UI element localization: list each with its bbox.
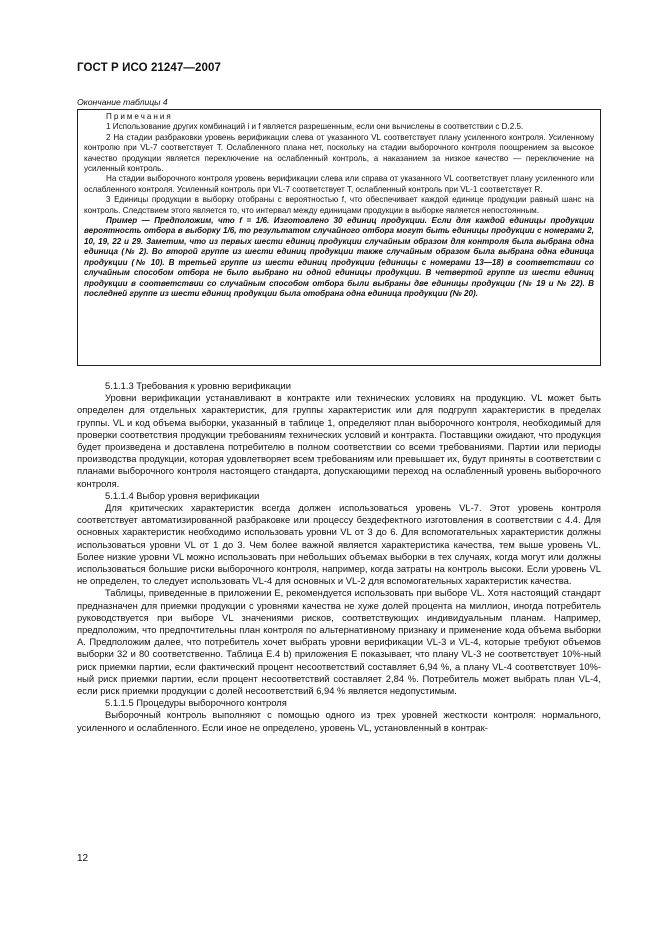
paragraph: Выборочный контроль выполняют с помощью одного из трех уровней жесткости контроля: нормального, усиленного и ослабленного. Если иное не определено, уровень VL, установленный в контрак- xyxy=(77,709,601,733)
section-heading: 5.1.1.5 Процедуры выборочного контроля xyxy=(105,697,287,709)
section-heading: 5.1.1.3 Требования к уровню верификации xyxy=(105,380,291,391)
note-example: Пример — Предположим, что f = 1/6. Изготовлено 30 единиц продукции. Если для каждой единицы продукции вероятность отбора в выборку 1/6, то результатом случайного отбора могут быть единицы продукции с номерами 2, 10, 19, 22 и 29. Заметим, что из первых шести единиц продукции случайным образом для контроля была выбрана одна единица (№ 2). Во второй группе из шести единиц продукции также случайным образом была выбрана одна единица продукции (№ 10). В третьей группе из шести единиц продукции (единицы с номерами 13—18) в соответствии со случайным способом отбора не было выбрано ни одной единицы продукции. В четвертой группе из шести единиц продукции в соответствии со случайным способом отбора были выбраны две единицы продукции (№ 19 и № 22). В последней группе из шести единиц продукции была отобрана одна единица продукции (№ 20). xyxy=(84,216,594,298)
notes-box xyxy=(77,109,601,366)
note-item: На стадии выборочного контроля уровень верификации слева или справа от указанного VL соответствует плану усиленного или ослабленного контроля. Усиленный контроль при VL-7 соответствует T, ослабленный контроль при VL-1 соответствует R. xyxy=(84,174,594,194)
paragraph: Таблицы, приведенные в приложении Е, рекомендуется использовать при выборе VL. Хотя настоящий стандарт предназначен для приемки продукции с уровнями качества не хуже долей процента на миллион, иногда потребитель руководствуется при выборе VL значениями рисков, соответствующих индивидуальным планам. Например, предположим, что предпочтительны план контроля по альтернативному признаку и применение кода объема выборки А. Предположим далее, что потребитель хочет выбрать уровни верификации VL-3 и VL-4, которые требуют объемов выборки 32 и 80 соответственно. Таблица Е.4 b) приложения Е показывает, что плану VL-3 не соответствует 10%-ный риск приемки партии, если фактический процент несоответствий составляет 6,94 %, а плану VL-4 соответствует 10%-ный риск приемки партии, если процент несоответствий составляет 2,84 %. Потребитель может выбрать план VL-4, если риск приемки продукции с долей несоответствий 6,94 % является недопустимым. xyxy=(77,587,601,697)
section-heading: 5.1.1.4 Выбор уровня верификации xyxy=(105,489,260,501)
page-header: ГОСТ Р ИСО 21247—2007 xyxy=(77,62,222,74)
paragraph: Для критических характеристик всегда должен использоваться уровень VL-7. Этот уровень контроля соответствует автоматизированной разбраковке или процессу бездефектного изготовления в соответствии с 4.4. Для основных характеристик необходимо использовать уровни VL от 3 до 6. Для вспомогательных характеристик должны использоваться уровни VL от 1 до 3. Чем более важной является характеристика качества, тем выше уровень VL. Более низкие уровни VL можно использовать при небольших объемах выборки в тех случаях, когда могут или должны использоваться большие риски выборочного контроля, например, когда затраты на контроль высоки. Если уровень VL не определен, то следует использовать VL-4 для основных и VL-2 для вспомогательных характеристик качества. xyxy=(77,502,601,587)
page-number: 12 xyxy=(77,853,89,864)
note-item: 3 Единицы продукции в выборку отобраны с вероятностью f, что обеспечивает каждой единице продукции равный шанс на контроль. Следствием этого является то, что интервал между единицами продукции в выборке является непостоянным. xyxy=(84,195,594,215)
notes-title: Примечания xyxy=(106,112,173,121)
body-text xyxy=(77,380,601,734)
paragraph: Уровни верификации устанавливают в контракте или технических условиях на продукцию. VL может быть определен для отдельных характеристик, для группы характеристик или для подгрупп характеристик в пределах группы. VL и код объема выборки, указанный в таблице 1, определяют план выборочного контроля, необходимый для проверки соответствия продукции требованиям технических условий и контракта. Поставщики ожидают, что продукция будет произведена и доставлена потребителю в полном соответствии со всеми требованиями. Партии или периоды производства продукции, которая удовлетворяет всем требованиям или превышает их, будут приняты в соответствии с планами выборочного контроля настоящего стандарта, допускающими переход на ослабленный уровень выборочного контроля. xyxy=(77,392,601,489)
note-item: 2 На стадии разбраковки уровень верификации слева от указанного VL соответствует плану усиленного контроля. Усиленному контролю при VL-7 соответствует T. Ослабленного плана нет, поскольку на стадии выборочного контроля поощрением за высокое качество продукции является переключение на ослабленный контроль, а наказанием за низкое качество — переключение на усиленный контроль. xyxy=(84,132,594,174)
note-item: 1 Использование других комбинаций i и f является разрешенным, если они вычислены в соответствии с D.2.5. xyxy=(106,122,524,132)
table-continuation-label: Окончание таблицы 4 xyxy=(77,97,168,107)
